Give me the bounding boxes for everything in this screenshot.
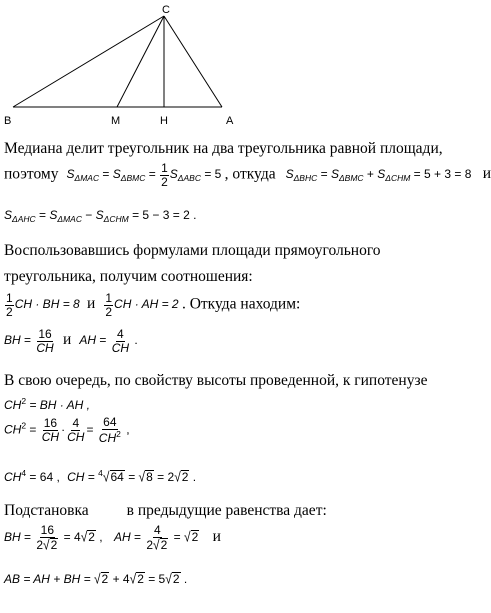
paragraph-median: Медиана делит треугольник на два треугольника равной площади,: [4, 140, 443, 157]
paragraph-area-formulas-1: Воспользовавшись формулами площади прямоугольного: [4, 242, 381, 259]
formula-ah-solved: AH = $\frac{4}{CH}$ .: [79, 327, 138, 355]
formula-ch2-product: $CH^2$ = BH · AH ,: [4, 396, 90, 412]
side-bc: [13, 16, 164, 107]
formula-ch-value: $CH^4 = 64$ , CH = $^4$√64 = √8 = 2√2 .: [4, 468, 197, 486]
formula-bh-final: BH = $\frac{16}{2√2}$ = 4√2 ,: [4, 523, 106, 553]
paragraph-substitution: Подстановка в предыдущие равенства дает:: [4, 502, 327, 519]
line-relations: $\frac{1}{2}$ CH · BH = 8 и $\frac{1}{2}$ CH · AH = 2 . Откуда находим:: [6, 291, 301, 319]
label-c: C: [162, 4, 170, 16]
line-substitution: BH = $\frac{16}{2√2}$ = 4√2 , AH = $\frac{4}{2√2}$ = √2 и: [4, 523, 221, 553]
formula-ab-final: AB = AH + BH = √2 + 4√2 = 5√2 .: [4, 570, 188, 588]
formula-ch2-fraction: $CH^2$ = $\frac{16}{CH}$ · $\frac{4}{CH}$ = $\frac{64}{CH^2}$ ,: [4, 415, 130, 445]
formula-area-sum: $S_{\Delta BHC} = S_{\Delta BMC} + S_{\Delta CHM} = 5 + 3 = 8$: [285, 167, 472, 184]
formula-ah-final: AH = $\frac{4}{2√2}$ = √2: [113, 523, 199, 553]
side-ca: [164, 16, 222, 107]
label-a: A: [226, 115, 234, 127]
formula-bh-solved: BH = $\frac{16}{CH}$: [4, 327, 54, 355]
triangle-figure: [0, 0, 468, 135]
label-m: M: [111, 115, 121, 127]
paragraph-area-formulas-2: треугольника, получим соотношения:: [4, 268, 253, 285]
label-h: H: [160, 115, 168, 127]
paragraph-altitude: В свою очередь, по свойству высоты проведенной, к гипотенузе: [4, 372, 428, 389]
label-b: B: [4, 115, 12, 127]
formula-bh: $\frac{1}{2}$ CH · BH = 8: [6, 291, 80, 319]
formula-ah: $\frac{1}{2}$ CH · AH = 2: [105, 291, 179, 319]
formula-area-split: $S_{\Delta MAC} = S_{\Delta BMC}$ = $\frac{1}{2}$ $S_{\Delta ABC} = 5$: [66, 161, 222, 189]
line-therefore: поэтому $S_{\Delta MAC} = S_{\Delta BMC}$ = $\frac{1}{2}$ $S_{\Delta ABC} = 5$ , откуда $S_{\Delta BHC} = S_{\Delta BMC} + S_{\Delta CHM} = 5 + 3 = 8$ и: [4, 161, 491, 189]
line-solutions: BH = $\frac{16}{CH}$ и AH = $\frac{4}{CH}$ .: [4, 327, 138, 355]
formula-area-diff: $S_{\Delta AHC} = S_{\Delta MAC} - S_{\Delta CHM} = 5 - 3 = 2$ .: [4, 208, 197, 224]
